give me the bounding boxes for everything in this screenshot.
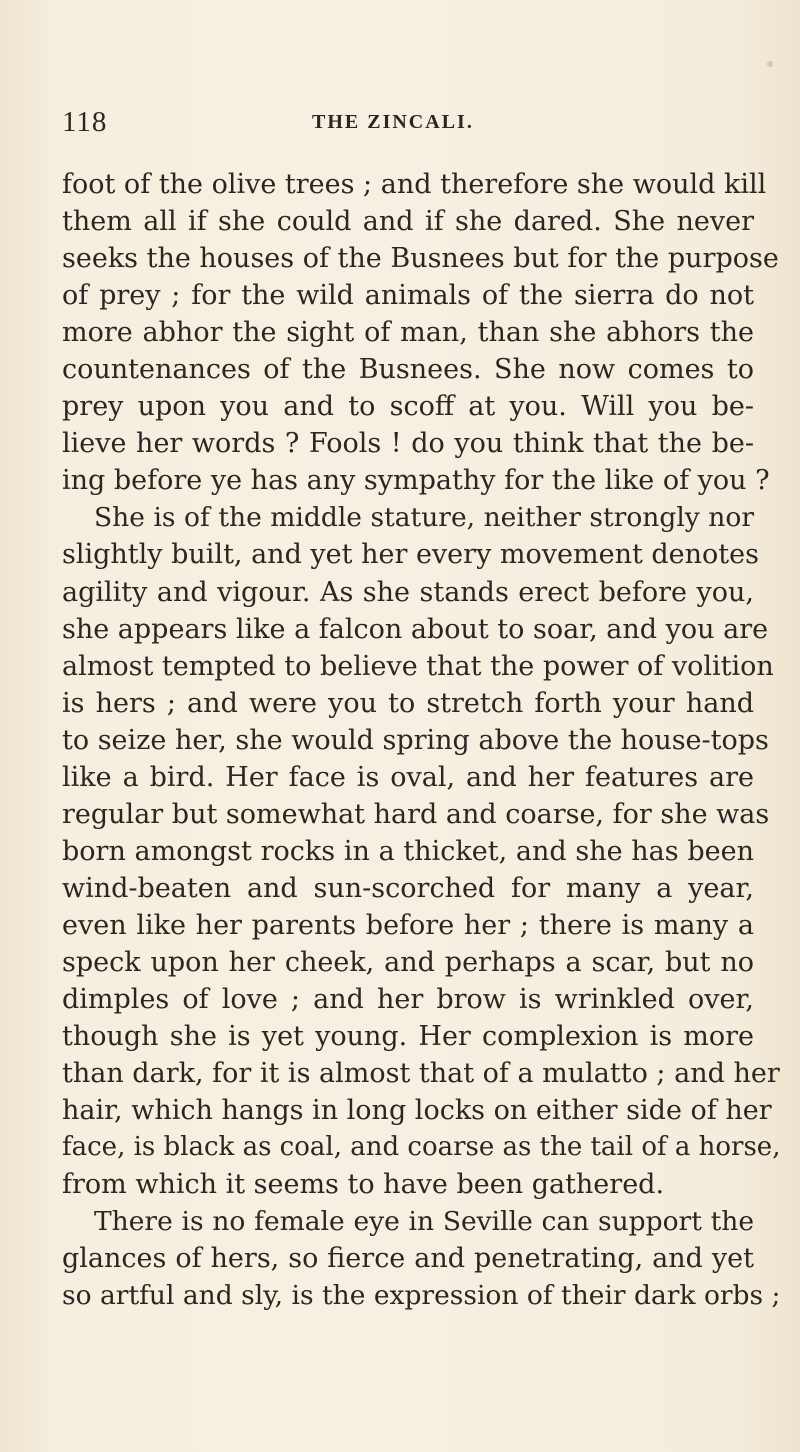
text-line: like a bird. Her face is oval, and her features are bbox=[62, 761, 754, 793]
text-line: agility and vigour. As she stands erect before you, bbox=[62, 576, 754, 608]
text-line: almost tempted to believe that the power of volition bbox=[62, 650, 774, 682]
text-line: is hers ; and were you to stretch forth your hand bbox=[62, 687, 754, 719]
text-line: though she is yet young. Her complexion is more bbox=[62, 1021, 754, 1053]
text-line: lieve her words ? Fools ! do you think that the be- bbox=[62, 428, 754, 460]
text-line: slightly built, and yet her every movement denotes bbox=[62, 539, 759, 571]
text-line: ing before ye has any sympathy for the like of you ? bbox=[62, 465, 770, 497]
body-text bbox=[62, 166, 781, 1314]
text-line: she appears like a falcon about to soar, and you are bbox=[62, 613, 769, 645]
text-line: glances of hers, so fierce and penetrating, and yet bbox=[62, 1243, 754, 1275]
text-line: regular but somewhat hard and coarse, for she was bbox=[62, 798, 770, 830]
text-line: than dark, for it is almost that of a mulatto ; and her bbox=[62, 1058, 780, 1090]
text-line: prey upon you and to scoff at you. Will you be- bbox=[62, 391, 754, 423]
page-header bbox=[62, 106, 752, 146]
text-line: There is no female eye in Seville can support the bbox=[94, 1206, 754, 1238]
text-line: wind-beaten and sun-scorched for many a year, bbox=[62, 872, 754, 904]
text-line: seeks the houses of the Busnees but for the purpose bbox=[62, 243, 779, 275]
text-line: even like her parents before her ; there is many a bbox=[62, 909, 754, 941]
running-title: THE ZINCALI. bbox=[312, 111, 474, 133]
text-line: speck upon her cheek, and perhaps a scar, but no bbox=[62, 946, 754, 978]
text-line: so artful and sly, is the expression of their dark orbs ; bbox=[62, 1280, 781, 1312]
text-line: more abhor the sight of man, than she abhors the bbox=[62, 317, 754, 349]
text-line: foot of the olive trees ; and therefore she would kill bbox=[62, 169, 767, 200]
paper-spot bbox=[767, 61, 773, 67]
text-line: them all if she could and if she dared. She never bbox=[62, 206, 754, 238]
page-number: 118 bbox=[62, 106, 108, 138]
text-line: face, is black as coal, and coarse as the tail of a horse, bbox=[62, 1132, 781, 1163]
text-line: to seize her, she would spring above the house-tops bbox=[62, 724, 769, 756]
text-line: countenances of the Busnees. She now comes to bbox=[62, 354, 754, 386]
text-line: hair, which hangs in long locks on either side of her bbox=[62, 1095, 772, 1127]
text-line: of prey ; for the wild animals of the sierra do not bbox=[62, 280, 754, 312]
text-line: born amongst rocks in a thicket, and she has been bbox=[62, 835, 754, 867]
text-line: from which it seems to have been gathered. bbox=[62, 1169, 665, 1201]
text-line: dimples of love ; and her brow is wrinkled over, bbox=[62, 984, 754, 1016]
text-line: She is of the middle stature, neither strongly nor bbox=[94, 502, 754, 534]
